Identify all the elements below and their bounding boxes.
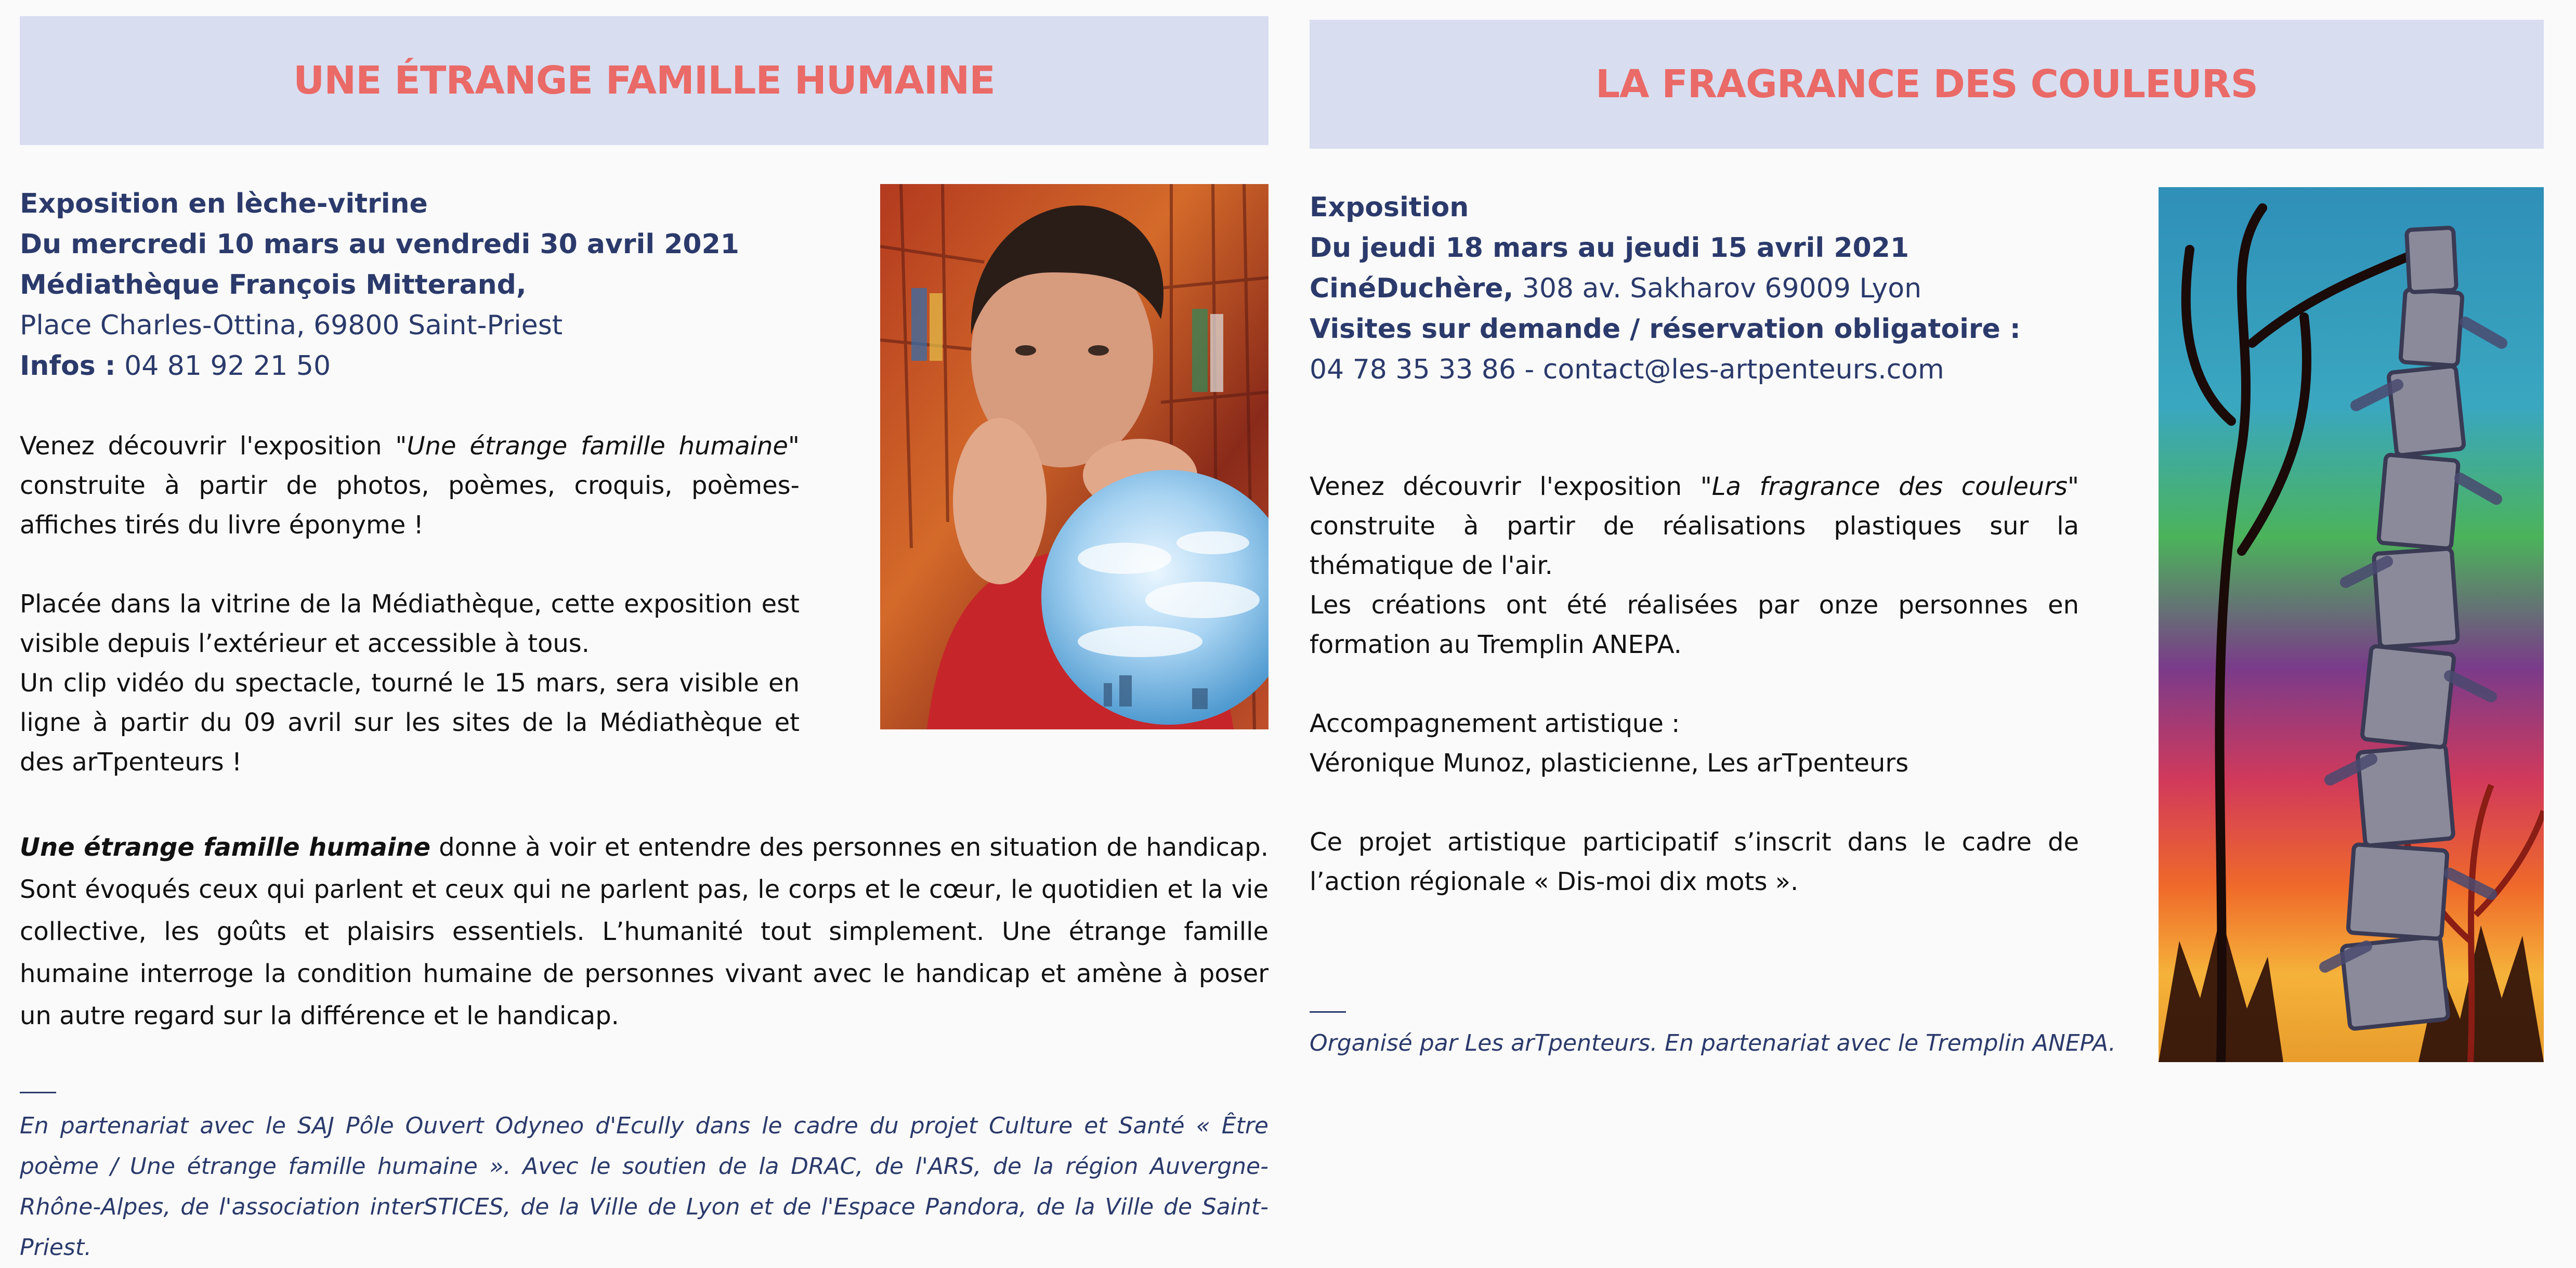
left-para-1-a: Venez découvrir l'exposition	[20, 432, 396, 461]
right-para-1-a: Venez découvrir l'exposition	[1310, 472, 1701, 501]
left-para-4	[20, 827, 1269, 1037]
balloon-photo	[880, 184, 1269, 729]
right-para-1-title: "La fragrance des couleurs"	[1700, 472, 2080, 501]
left-para-4-text: donne à voir et entendre des personnes en situation de handicap. Sont évoqués ceux qui parlent et ceux qui ne parlent pas, le corps et le cœur, le quotidien et la vie collective, les goûts et plaisirs essentiels. L’humanité tout simplement. Une étrange famille humaine interroge la condition humaine de personnes vivant avec le handicap et amène à poser un autre regard sur la différence et le handicap.	[20, 833, 1269, 1030]
left-title-banner	[20, 16, 1269, 145]
right-event-info	[1310, 187, 2021, 390]
left-event-dates: Du mercredi 10 mars au vendredi 30 avril 2021	[20, 229, 739, 260]
left-title: UNE ÉTRANGE FAMILLE HUMAINE	[293, 58, 995, 103]
left-para-1	[20, 426, 800, 545]
right-footer-rule	[1310, 1011, 1346, 1013]
left-para-3: Un clip vidéo du spectacle, tourné le 15 mars, sera visible en ligne à partir du 09 avril sur les sites de la Médiathèque et des arTpenteurs !	[20, 669, 800, 777]
right-title: LA FRAGRANCE DES COULEURS	[1596, 62, 2258, 107]
right-footer: Organisé par Les arTpenteurs. En partenariat avec le Tremplin ANEPA.	[1310, 1030, 2116, 1056]
right-event-address: 308 av. Sakharov 69009 Lyon	[1513, 273, 1922, 304]
right-event-visits: Visites sur demande / réservation obligatoire :	[1310, 313, 2021, 345]
right-para-3: Accompagnement artistique :	[1310, 709, 1680, 738]
left-event-infos	[20, 346, 739, 386]
left-intro	[20, 426, 800, 782]
left-para-2: Placée dans la vitrine de la Médiathèque, cette exposition est visible depuis l’extérieur et accessible à tous.	[20, 590, 800, 658]
infos-label: Infos :	[20, 350, 116, 382]
left-footer: En partenariat avec le SAJ Pôle Ouvert Odyneo d'Ecully dans le cadre du projet Culture et Santé « Être poème / Une étrange famille humaine ». Avec le soutien de la DRAC, de l'ARS, de la région Auvergne-Rhône-Alpes, de l'association interSTICES, de la Ville de Lyon et de l'Espace Pandora, de la Ville de Saint-Priest.	[20, 1113, 1269, 1261]
right-para-2: Les créations ont été réalisées par onze personnes en formation au Tremplin ANEPA.	[1310, 591, 2079, 659]
right-intro	[1310, 467, 2079, 901]
left-event-type: Exposition en lèche-vitrine	[20, 188, 428, 219]
left-event-address: Place Charles-Ottina, 69800 Saint-Priest	[20, 310, 563, 341]
right-event-dates: Du jeudi 18 mars au jeudi 15 avril 2021	[1310, 232, 1910, 264]
left-event-venue: Médiathèque François Mitterand,	[20, 269, 527, 300]
colors-painting	[2159, 187, 2544, 1062]
left-para-1-b: construite à partir de photos, poèmes, croquis, poèmes-affiches tirés du livre éponyme !	[20, 471, 800, 540]
left-para-1-title: "Une étrange famille humaine"	[395, 432, 800, 461]
right-para-5: Ce projet artistique participatif s’inscrit dans le cadre de l’action régionale « Dis-moi dix mots ».	[1310, 828, 2079, 896]
left-para-4-title: Une étrange famille humaine	[20, 833, 431, 862]
right-title-banner	[1310, 20, 2544, 149]
right-event-venue: CinéDuchère,	[1310, 273, 1514, 304]
right-event-contact[interactable]: 04 78 35 33 86 - contact@les-artpenteurs.com	[1310, 354, 1944, 385]
right-event-venue-line	[1310, 268, 2021, 309]
right-para-4: Véronique Munoz, plasticienne, Les arTpenteurs	[1310, 749, 1909, 778]
right-para-1	[1310, 467, 2079, 585]
right-para-1-b: construite à partir de réalisations plastiques sur la thématique de l'air.	[1310, 512, 2079, 580]
left-event-info	[20, 184, 739, 386]
left-description	[20, 827, 1269, 1037]
right-event-type: Exposition	[1310, 192, 1469, 223]
infos-phone[interactable]: 04 81 92 21 50	[124, 350, 331, 382]
left-footer-rule	[20, 1092, 56, 1093]
